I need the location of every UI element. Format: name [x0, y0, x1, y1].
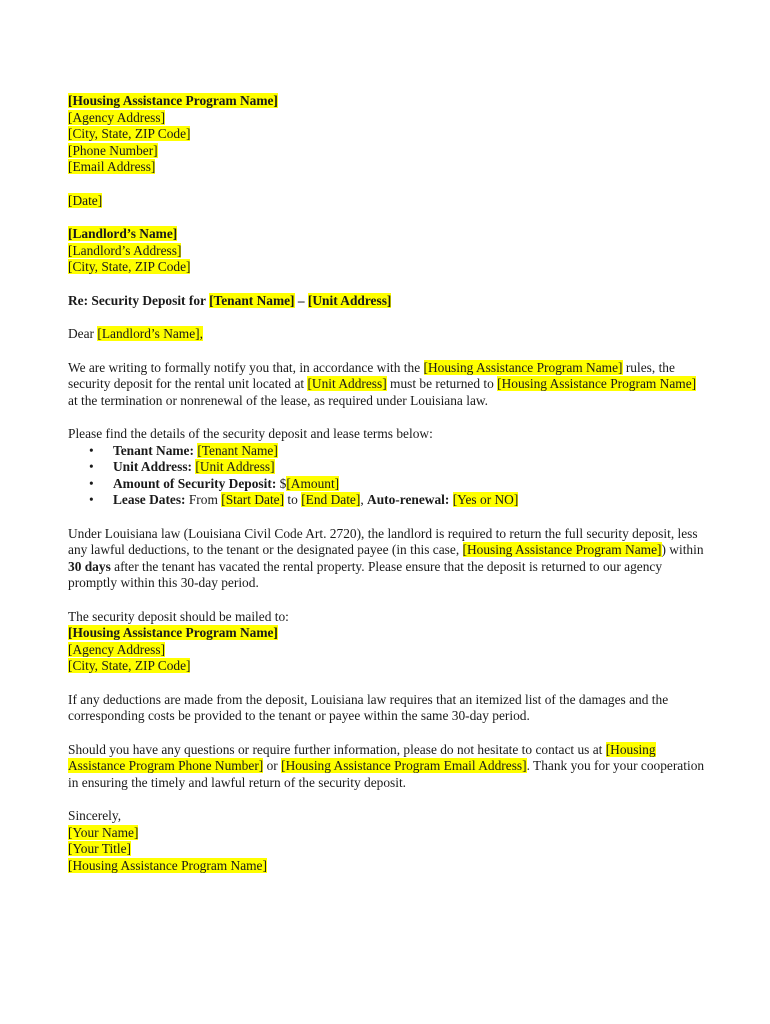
- letter-date: [Date]: [68, 192, 103, 208]
- amount-currency: $: [276, 475, 287, 491]
- para4-phone: [Housing Assistance Program Phone Number]: [68, 741, 656, 773]
- start-date: [Start Date]: [221, 492, 285, 507]
- details-list: [68, 443, 708, 509]
- para1-program-name: [Housing Assistance Program Name]: [423, 359, 623, 375]
- renewal-value: [Yes or NO]: [452, 492, 519, 507]
- salutation-comma: ,: [199, 326, 203, 341]
- para2-text1: Under Louisiana law (Louisiana Civil Code Art. 2720), the landlord is required to return the full security deposit, less any lawful deductions, to the tenant or the designated payee (in this case,: [68, 525, 698, 557]
- para1-unit-address: [Unit Address]: [307, 376, 387, 391]
- letter: [68, 93, 708, 874]
- subject-unit: [Unit Address]: [307, 292, 392, 308]
- paragraph-contact: [68, 742, 708, 792]
- salutation: [68, 326, 708, 343]
- recipient-address: [Landlord’s Address]: [68, 242, 182, 258]
- mail-to-intro: The security deposit should be mailed to:: [68, 608, 289, 624]
- salutation-name-text: [Landlord’s Name]: [97, 326, 200, 341]
- para2-text3: after the tenant has vacated the rental property. Please ensure that the deposit is returned to our agency promptly within this 30-day period.: [68, 558, 663, 590]
- mail-to-block: [68, 609, 708, 675]
- closing-block: [68, 808, 708, 874]
- para2-text2: ) within: [661, 542, 704, 557]
- paragraph-law: [68, 526, 708, 592]
- para4-text1: Should you have any questions or require further information, please do not hesitate to contact us at: [68, 741, 606, 757]
- para2-program-name: [Housing Assistance Program Name]: [462, 542, 662, 557]
- sender-agency-address: [Agency Address]: [68, 109, 166, 125]
- subject-tenant: [Tenant Name]: [209, 292, 295, 308]
- unit-label: Unit Address:: [113, 459, 192, 474]
- recipient-city-state-zip: [City, State, ZIP Code]: [68, 259, 191, 274]
- paragraph-notice: [68, 360, 708, 410]
- amount-value: [Amount]: [286, 475, 340, 491]
- closing-your-name: [Your Name]: [68, 824, 139, 840]
- para1-text1: We are writing to formally notify you that, in accordance with the: [68, 359, 424, 375]
- para2-thirty-days: 30 days: [68, 558, 111, 574]
- para1-text3: must be returned to: [386, 376, 498, 391]
- recipient-name: [Landlord’s Name]: [68, 226, 178, 241]
- dates-comma: ,: [360, 492, 368, 507]
- list-item: [68, 492, 708, 509]
- end-date: [End Date]: [301, 492, 361, 507]
- para1-text2: rules, the security deposit for the rental unit located at: [68, 359, 675, 391]
- subject-dash: –: [294, 292, 308, 308]
- sender-phone: [Phone Number]: [68, 142, 158, 158]
- details-section: [68, 426, 708, 509]
- amount-label: Amount of Security Deposit:: [113, 475, 277, 491]
- list-item: [68, 443, 708, 460]
- sender-block: [68, 93, 708, 176]
- unit-value: [Unit Address]: [195, 459, 275, 474]
- date-line: [68, 193, 708, 210]
- mail-to-agency-address: [Agency Address]: [68, 641, 166, 657]
- bullet-icon: •: [89, 475, 94, 491]
- closing-your-title: [Your Title]: [68, 841, 132, 856]
- closing-sincerely: Sincerely,: [68, 808, 122, 823]
- subject-line: [68, 293, 708, 310]
- closing-program-name: [Housing Assistance Program Name]: [68, 857, 267, 873]
- tenant-value: [Tenant Name]: [197, 442, 278, 458]
- bullet-icon: •: [89, 492, 94, 507]
- sender-city-state-zip: [City, State, ZIP Code]: [68, 126, 191, 141]
- details-intro: Please find the details of the security deposit and lease terms below:: [68, 426, 433, 441]
- tenant-label: Tenant Name:: [113, 442, 194, 458]
- sender-email: [Email Address]: [68, 159, 156, 174]
- sender-program-name: [Housing Assistance Program Name]: [68, 93, 278, 108]
- mail-to-program-name: [Housing Assistance Program Name]: [68, 625, 278, 640]
- recipient-block: [68, 226, 708, 276]
- bullet-icon: •: [89, 442, 94, 458]
- list-item: [68, 476, 708, 493]
- mail-to-city-state-zip: [City, State, ZIP Code]: [68, 658, 191, 673]
- salutation-name: [97, 326, 203, 341]
- list-item: [68, 459, 708, 476]
- bullet-icon: •: [89, 459, 94, 474]
- paragraph-deductions: If any deductions are made from the deposit, Louisiana law requires that an itemized list of the damages and the corresponding costs be provided to the tenant or payee within the same 30-day period.: [68, 691, 669, 723]
- para1-program-name-2: [Housing Assistance Program Name]: [497, 376, 697, 391]
- subject-prefix: Re: Security Deposit for: [68, 292, 210, 308]
- dates-label: Lease Dates:: [113, 492, 186, 507]
- para4-email: [Housing Assistance Program Email Address]: [281, 758, 527, 773]
- para4-text2: or: [263, 758, 282, 773]
- para1-text4: at the termination or nonrenewal of the lease, as required under Louisiana law.: [68, 392, 489, 408]
- dates-from: From: [185, 492, 222, 507]
- renewal-label: Auto-renewal:: [367, 492, 450, 507]
- salutation-prefix: Dear: [68, 326, 98, 341]
- para4-text3: . Thank you for your cooperation in ensuring the timely and lawful return of the security deposit.: [68, 758, 705, 790]
- dates-to: to: [284, 492, 302, 507]
